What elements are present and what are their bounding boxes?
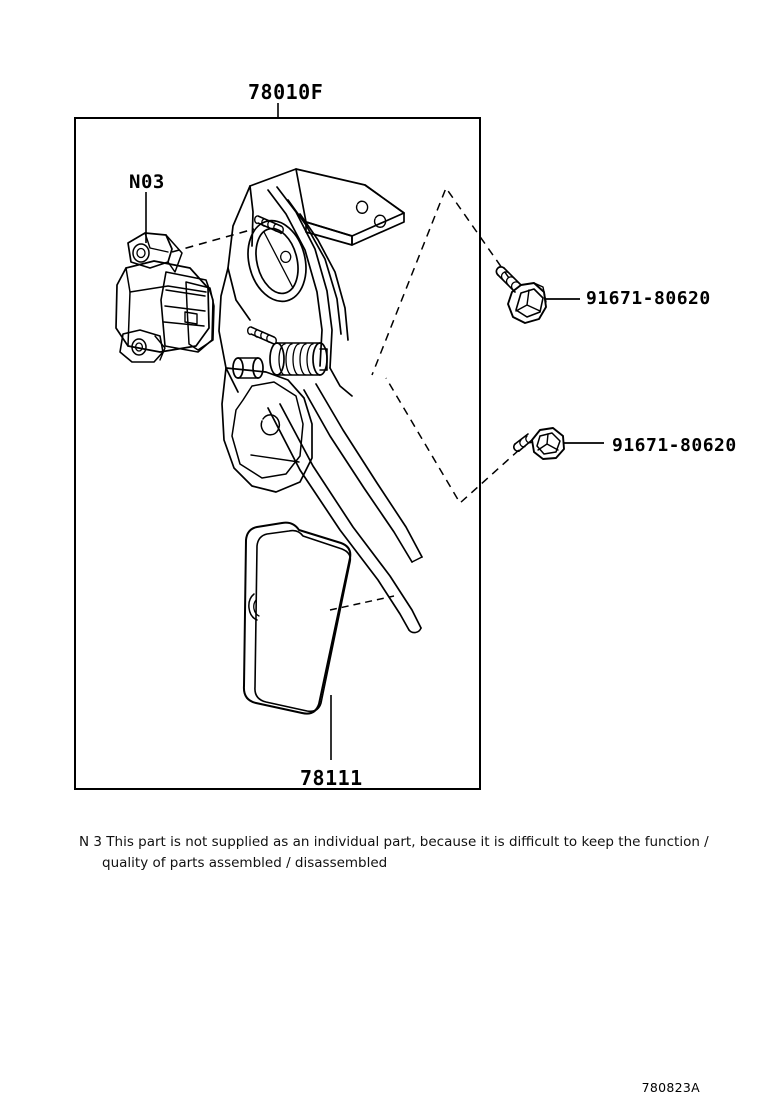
bolt-lower xyxy=(514,428,564,459)
bracket-assembly xyxy=(219,169,422,633)
label-bolt-lower-part-number: 91671-80620 xyxy=(612,435,737,456)
diagram-frame xyxy=(75,118,480,789)
diagram-code: 780823A xyxy=(641,1080,700,1095)
bolt-upper xyxy=(496,267,546,323)
footnote-line-2: quality of parts assembled / disassembled xyxy=(102,855,388,871)
label-bolt-upper-part-number: 91671-80620 xyxy=(586,288,711,309)
label-note-n03: N03 xyxy=(129,171,165,193)
pedal-position-sensor xyxy=(116,233,214,362)
pedal-pad xyxy=(244,523,350,714)
footnote-line-1: N 3 This part is not supplied as an individual part, because it is difficult to keep the function / xyxy=(79,834,709,850)
label-pedal-pad-78111: 78111 xyxy=(300,766,363,790)
leader-dashed-bolt-upper xyxy=(372,188,509,375)
label-assembly-78010F: 78010F xyxy=(248,80,324,104)
footnote-note xyxy=(79,832,719,874)
leader-dashed-sensor xyxy=(172,229,254,252)
leader-dashed-bolt-lower xyxy=(386,378,519,503)
